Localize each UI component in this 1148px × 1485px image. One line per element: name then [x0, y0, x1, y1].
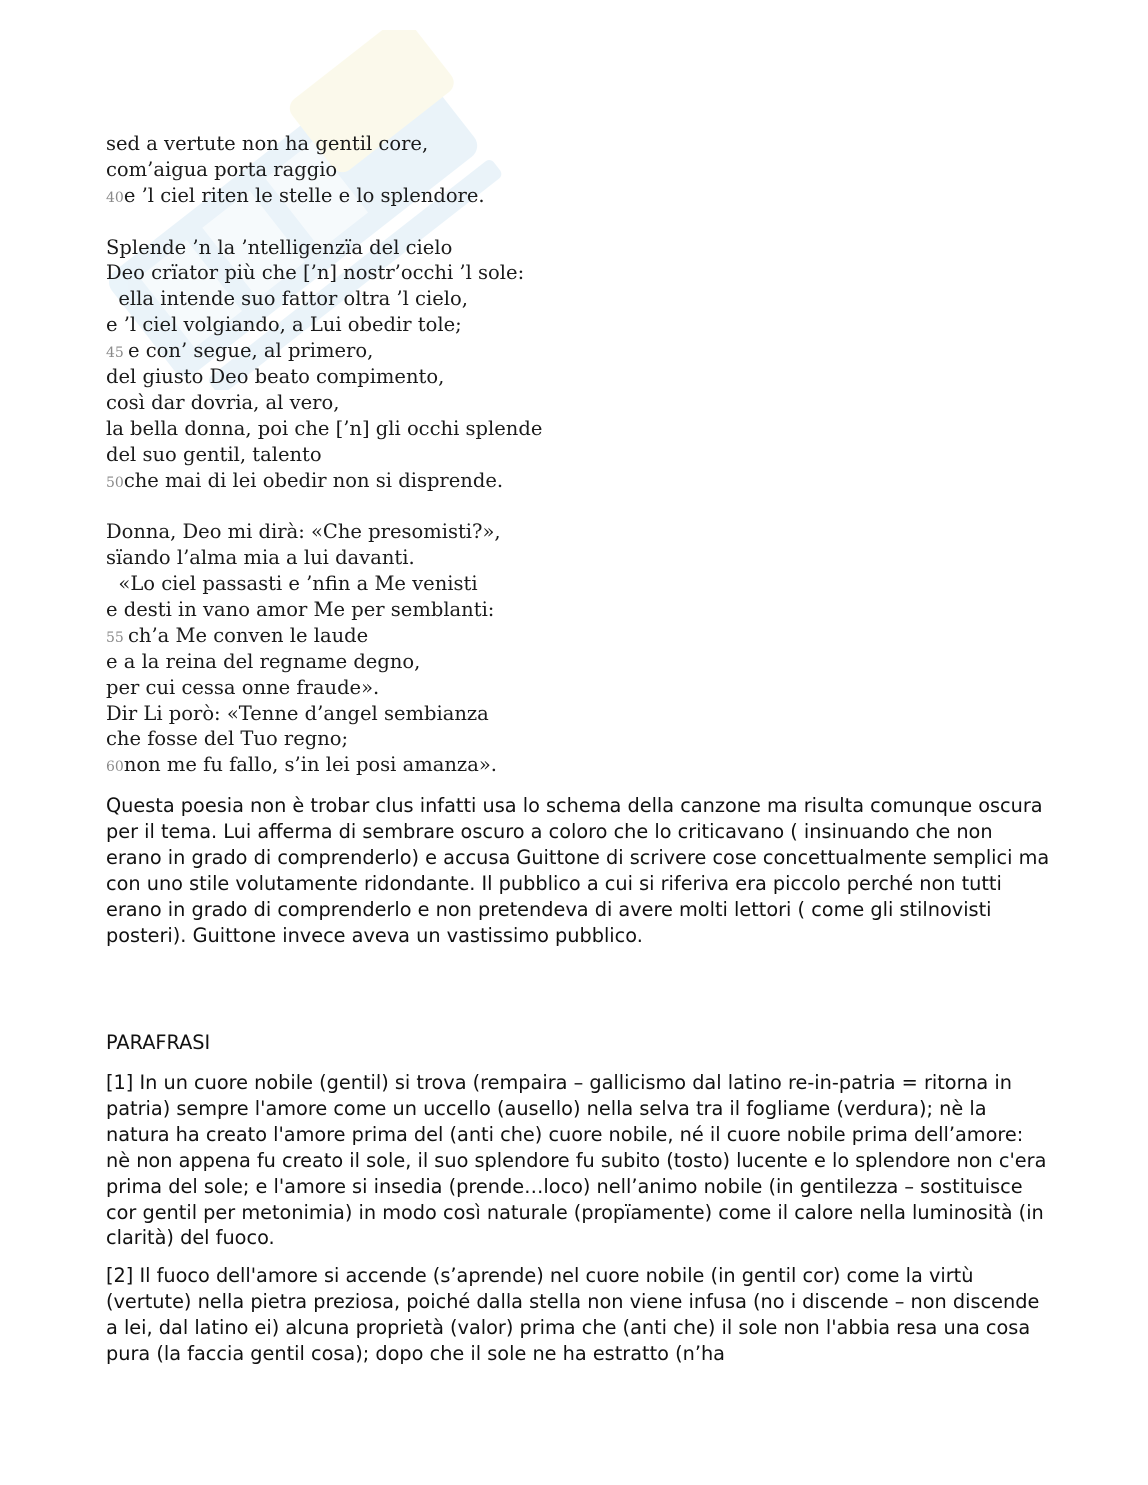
- verse-text: e desti in vano amor Me per semblanti:: [106, 598, 495, 622]
- poem-line: [106, 519, 666, 545]
- poem-line: [106, 416, 666, 442]
- poem-line: [106, 545, 666, 571]
- verse-text: e con’ segue, al primero,: [128, 339, 374, 363]
- line-number: 55: [106, 629, 124, 646]
- verse-text: e ’l ciel riten le stelle e lo splendore.: [123, 183, 485, 207]
- poem-line: [106, 623, 666, 649]
- poem-line: [106, 649, 666, 675]
- parafrasi-paragraph-2: [2] Il fuoco dell'amore si accende (s’aprende) nel cuore nobile (in gentil cor) come la virtù (vertute) nella pietra preziosa, poiché dalla stella non viene infusa (no i discende – non discende a lei, dal latino ei) alcuna proprietà (valor) prima che (anti che) il sole non l'abbia resa una cosa pura (la faccia gentil cosa); dopo che il sole ne ha estratto (n’ha: [106, 1264, 1040, 1366]
- poem-line: [106, 442, 666, 468]
- verse-text: «Lo ciel passasti e ’nfin a Me venisti: [106, 572, 478, 596]
- verse-text: che mai di lei obedir non si disprende.: [123, 468, 504, 492]
- verse-text: e ’l ciel volgiando, a Lui obedir tole;: [106, 313, 462, 337]
- poem-line: [106, 183, 666, 209]
- verse-text: così dar dovria, al vero,: [106, 390, 340, 414]
- parafrasi-paragraph-1: [1] In un cuore nobile (gentil) si trova (rempaira – gallicismo dal latino re-in-patria = ritorna in patria) sempre l'amore come un uccello (ausello) nella selva tra il fogliame (verdura); nè la natura ha creato l'amore prima del (anti che) cuore nobile, né il cuore nobile prima dell’amore: nè non appena fu creato il sole, il suo splendore fu subito (tosto) lucente e lo splendore non c'era prima del sole; e l'amore si insedia (prende…loco) nell’animo nobile (in gentilezza – sostituisce cor gentil per metonimia) in modo così naturale (propïamente) come il calore nella luminosità (in clarità) del fuoco.: [106, 1071, 1047, 1250]
- verse-text: sed a vertute non ha gentil core,: [106, 132, 429, 155]
- poem-stanza-2: [106, 235, 666, 494]
- verse-text: la bella donna, poi che [’n] gli occhi splende: [106, 416, 543, 440]
- poem-line: [106, 260, 666, 286]
- line-number: 45: [106, 345, 124, 362]
- poem-line: [106, 131, 666, 157]
- poem-excerpt: [106, 131, 666, 778]
- poem-line: [106, 312, 666, 338]
- poem-line: [106, 468, 666, 494]
- poem-line: [106, 726, 666, 752]
- poem-line: [106, 286, 666, 312]
- poem-line: [106, 675, 666, 701]
- poem-line: [106, 701, 666, 727]
- verse-text: ch’a Me conven le laude: [128, 623, 369, 647]
- poem-line: [106, 364, 666, 390]
- verse-text: per cui cessa onne fraude».: [106, 675, 380, 699]
- poem-line: [106, 390, 666, 416]
- section-title-parafrasi: PARAFRASI: [106, 1031, 211, 1054]
- verse-text: sïando l’alma mia a lui davanti.: [106, 546, 415, 570]
- verse-text: Dir Li porò: «Tenne d’angel sembianza: [106, 701, 489, 725]
- line-number: 50: [106, 474, 124, 491]
- poem-line: [106, 752, 666, 778]
- line-number: 40: [106, 189, 124, 206]
- verse-text: com’aigua porta raggio: [106, 157, 338, 181]
- verse-text: e a la reina del regname degno,: [106, 649, 421, 673]
- poem-line: [106, 338, 666, 364]
- poem-line: [106, 235, 666, 261]
- commentary-section: [106, 793, 1051, 948]
- verse-text: del giusto Deo beato compimento,: [106, 365, 445, 389]
- verse-text: ella intende suo fattor oltra ’l cielo,: [106, 287, 468, 311]
- poem-stanza-3: [106, 519, 666, 778]
- verse-text: Deo crïator più che [’n] nostr’occhi ’l sole:: [106, 261, 525, 285]
- poem-stanza-1: [106, 131, 666, 209]
- verse-text: del suo gentil, talento: [106, 442, 322, 466]
- poem-line: [106, 571, 666, 597]
- poem-line: [106, 157, 666, 183]
- verse-text: Splende ’n la ’ntelligenzïa del cielo: [106, 235, 453, 259]
- verse-text: non me fu fallo, s’in lei posi amanza».: [123, 753, 497, 777]
- verse-text: Donna, Deo mi dirà: «Che presomisti?»,: [106, 520, 501, 544]
- line-number: 60: [106, 759, 124, 776]
- poem-line: [106, 597, 666, 623]
- verse-text: che fosse del Tuo regno;: [106, 727, 349, 751]
- commentary-paragraph: Questa poesia non è trobar clus infatti usa lo schema della canzone ma risulta comunque oscura per il tema. Lui afferma di sembrare oscuro a coloro che lo criticavano ( insinuando che non erano in grado di comprenderlo) e accusa Guittone di scrivere cose concettualmente semplici ma con uno stile volutamente ridondante. Il pubblico a cui si riferiva era piccolo perché non tutti erano in grado di comprenderlo e non pretendeva di avere molti lettori ( come gli stilnovisti posteri). Guittone invece aveva un vastissimo pubblico.: [106, 794, 1050, 947]
- parafrasi-section: [106, 1070, 1051, 1379]
